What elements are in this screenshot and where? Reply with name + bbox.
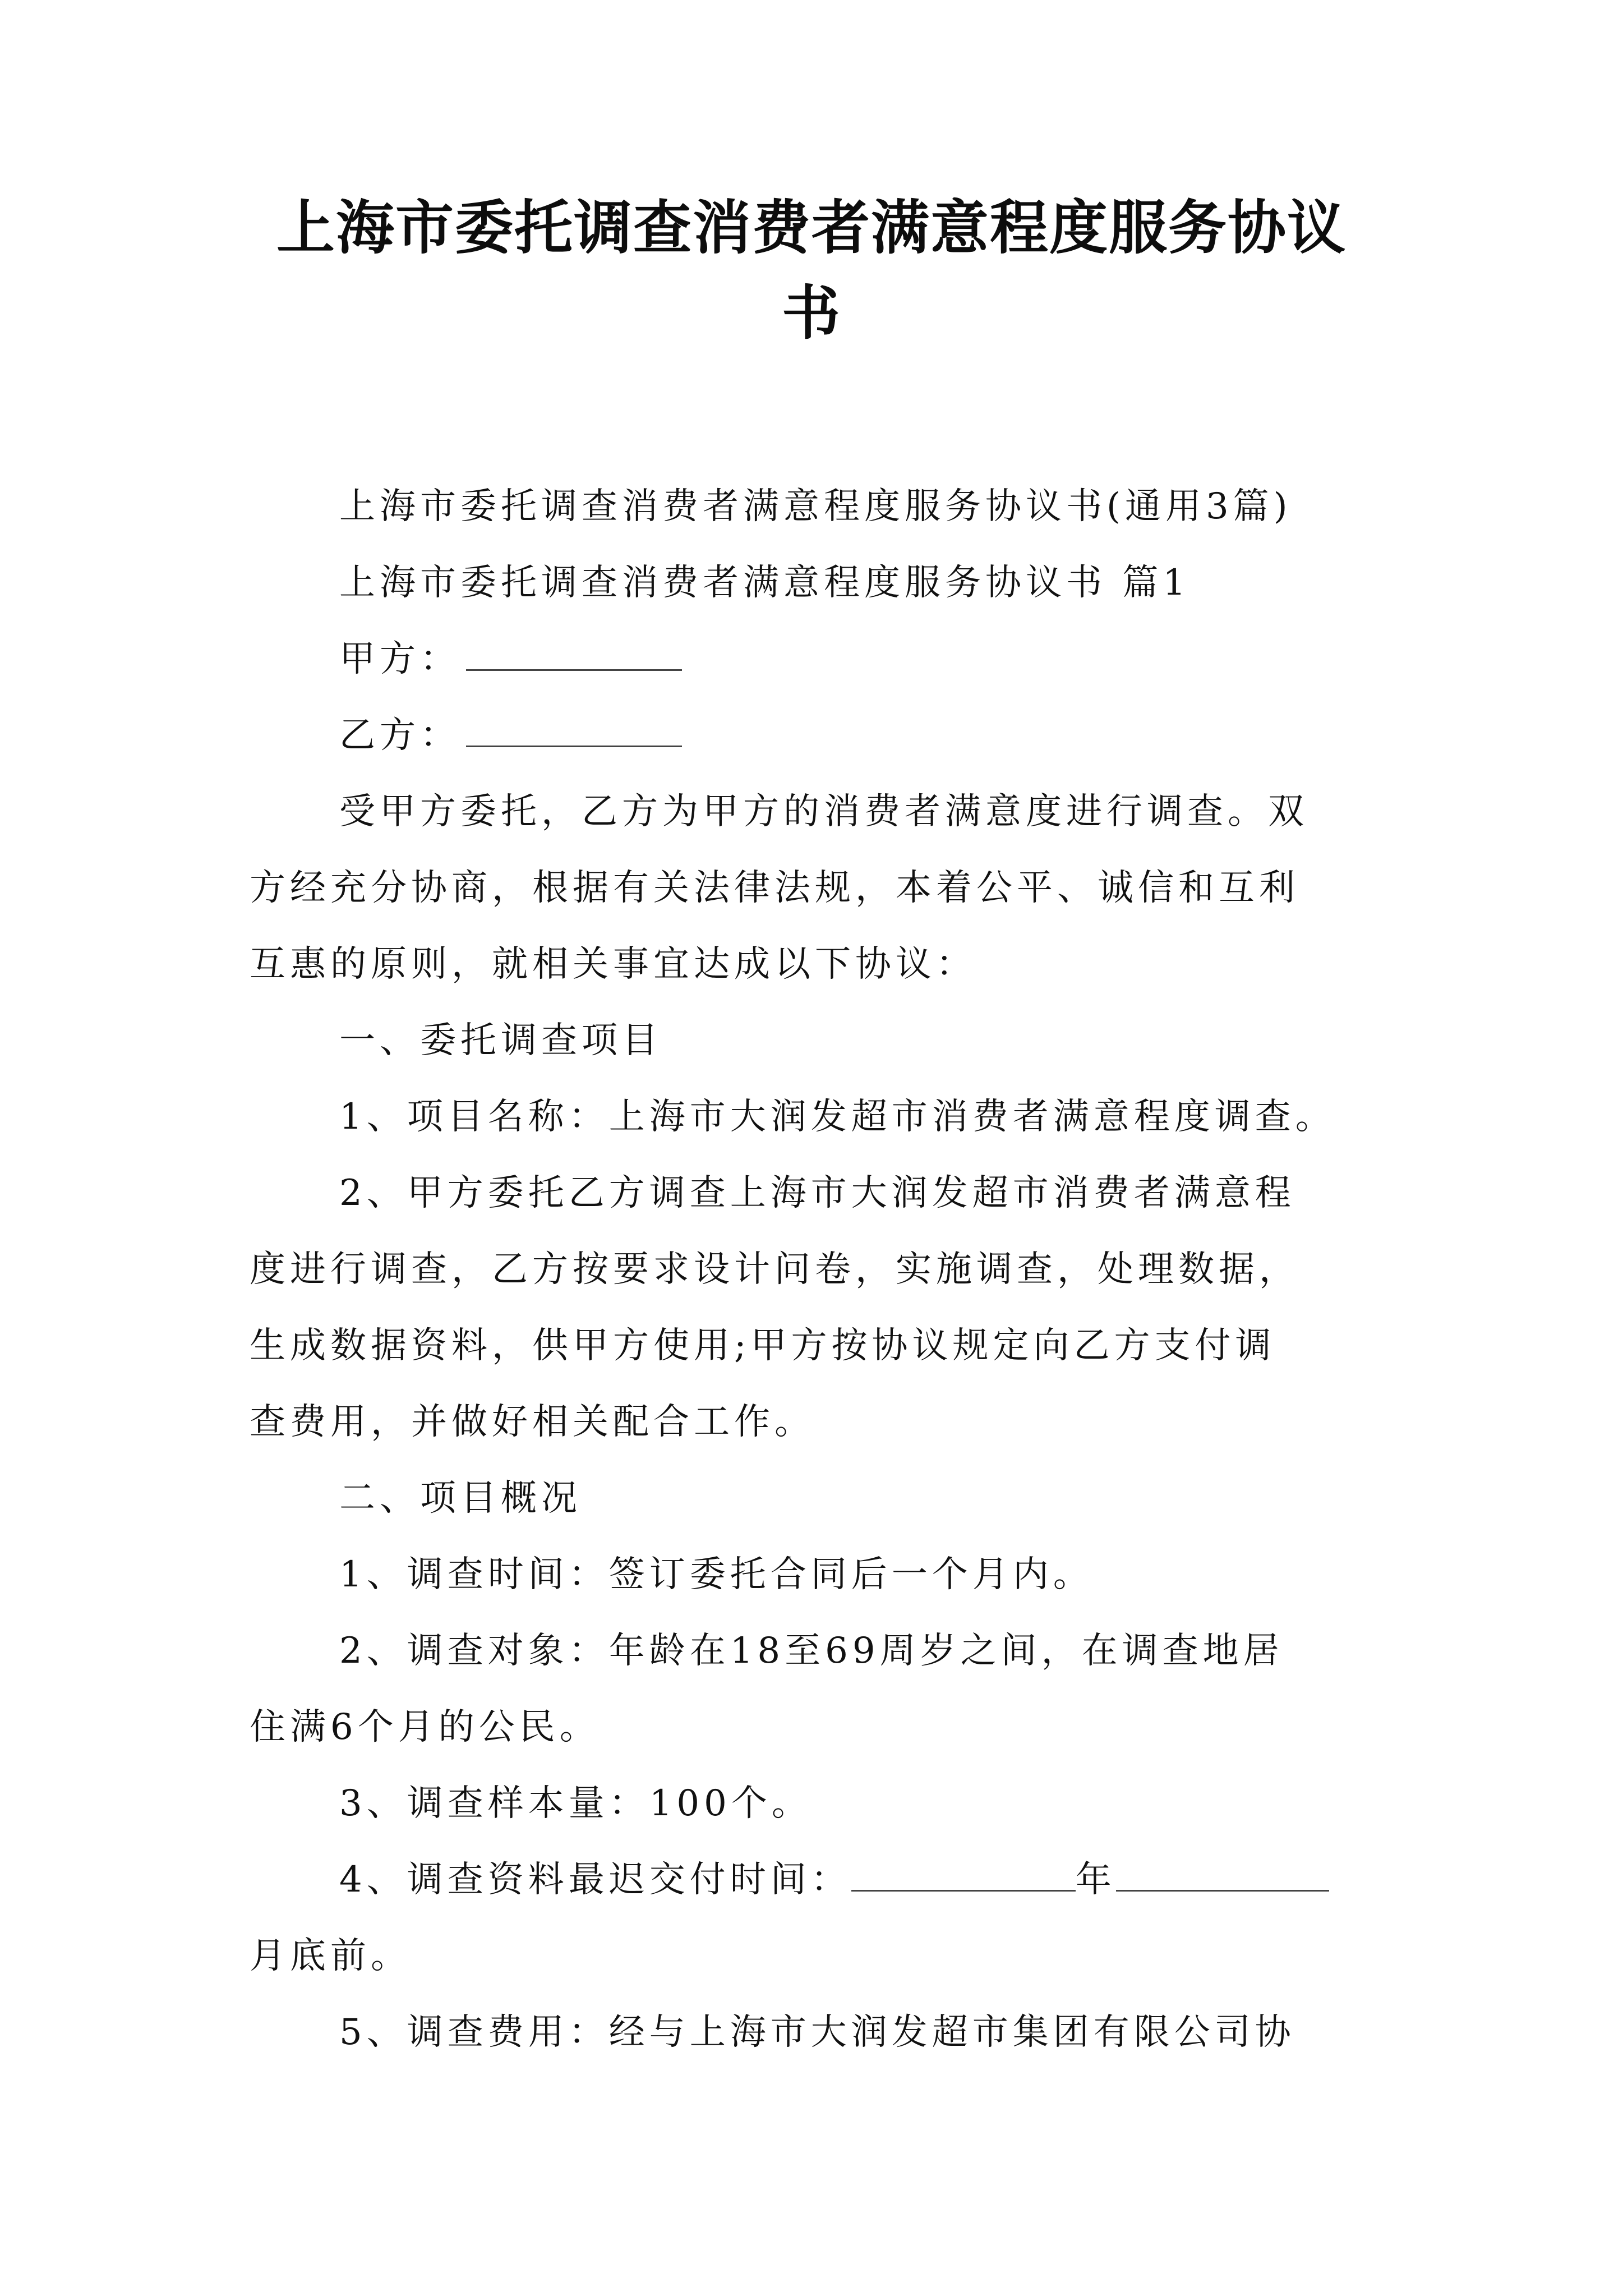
document-body: [250, 468, 1388, 2070]
title-line-2: 书: [781, 279, 841, 347]
party-a-line: [250, 621, 1388, 697]
intro-line: 受甲方委托，乙方为甲方的消费者满意度进行调查。双: [339, 791, 1308, 832]
item-2-3: 3、调查样本量：100个。: [339, 1783, 812, 1824]
item-1-2-line: 查费用，并做好相关配合工作。: [250, 1401, 815, 1443]
party-b-line: [250, 697, 1388, 774]
item-1-1: 1、项目名称：上海市大润发超市消费者满意程度调查。: [339, 1096, 1336, 1138]
item-1-2-line: 生成数据资料，供甲方使用;甲方按协议规定向乙方支付调: [250, 1325, 1276, 1366]
intro-line: 互惠的原则，就相关事宜达成以下协议：: [250, 944, 976, 985]
item-1-2-line: 度进行调查，乙方按要求设计问卷，实施调查，处理数据，: [250, 1249, 1299, 1290]
year-blank: [851, 1856, 1076, 1892]
item-1-2-line: 2、甲方委托乙方调查上海市大润发超市消费者满意程: [339, 1172, 1295, 1214]
party-b-label: 乙方：: [339, 715, 460, 756]
document-title: [213, 185, 1410, 356]
item-2-1: 1、调查时间：签订委托合同后一个月内。: [339, 1554, 1094, 1595]
item-2-4-end: 月底前。: [250, 1935, 411, 1977]
heading-1: 一、委托调查项目: [339, 1020, 662, 1061]
item-2-4-prefix: 4、调查资料最迟交付时间：: [339, 1859, 851, 1901]
item-2-2-line: 2、调查对象：年龄在18至69周岁之间，在调查地居: [339, 1630, 1284, 1672]
subtitle: 上海市委托调查消费者满意程度服务协议书(通用3篇): [339, 486, 1292, 527]
party-a-blank: [466, 636, 682, 671]
heading-2: 二、项目概况: [339, 1478, 582, 1519]
item-2-4-line: [250, 1842, 1388, 1918]
section-title: 上海市委托调查消费者满意程度服务协议书 篇1: [339, 562, 1191, 604]
party-a-label: 甲方：: [339, 638, 460, 680]
intro-line: 方经充分协商，根据有关法律法规，本着公平、诚信和互利: [250, 867, 1299, 909]
item-2-4-year: 年: [1075, 1859, 1116, 1901]
title-line-1: 上海市委托调查消费者满意程度服务协议: [276, 194, 1347, 262]
item-2-2-line: 住满6个月的公民。: [250, 1706, 600, 1748]
month-blank: [1116, 1856, 1329, 1892]
party-b-blank: [466, 712, 682, 747]
item-2-5: 5、调查费用：经与上海市大润发超市集团有限公司协: [339, 2012, 1295, 2053]
